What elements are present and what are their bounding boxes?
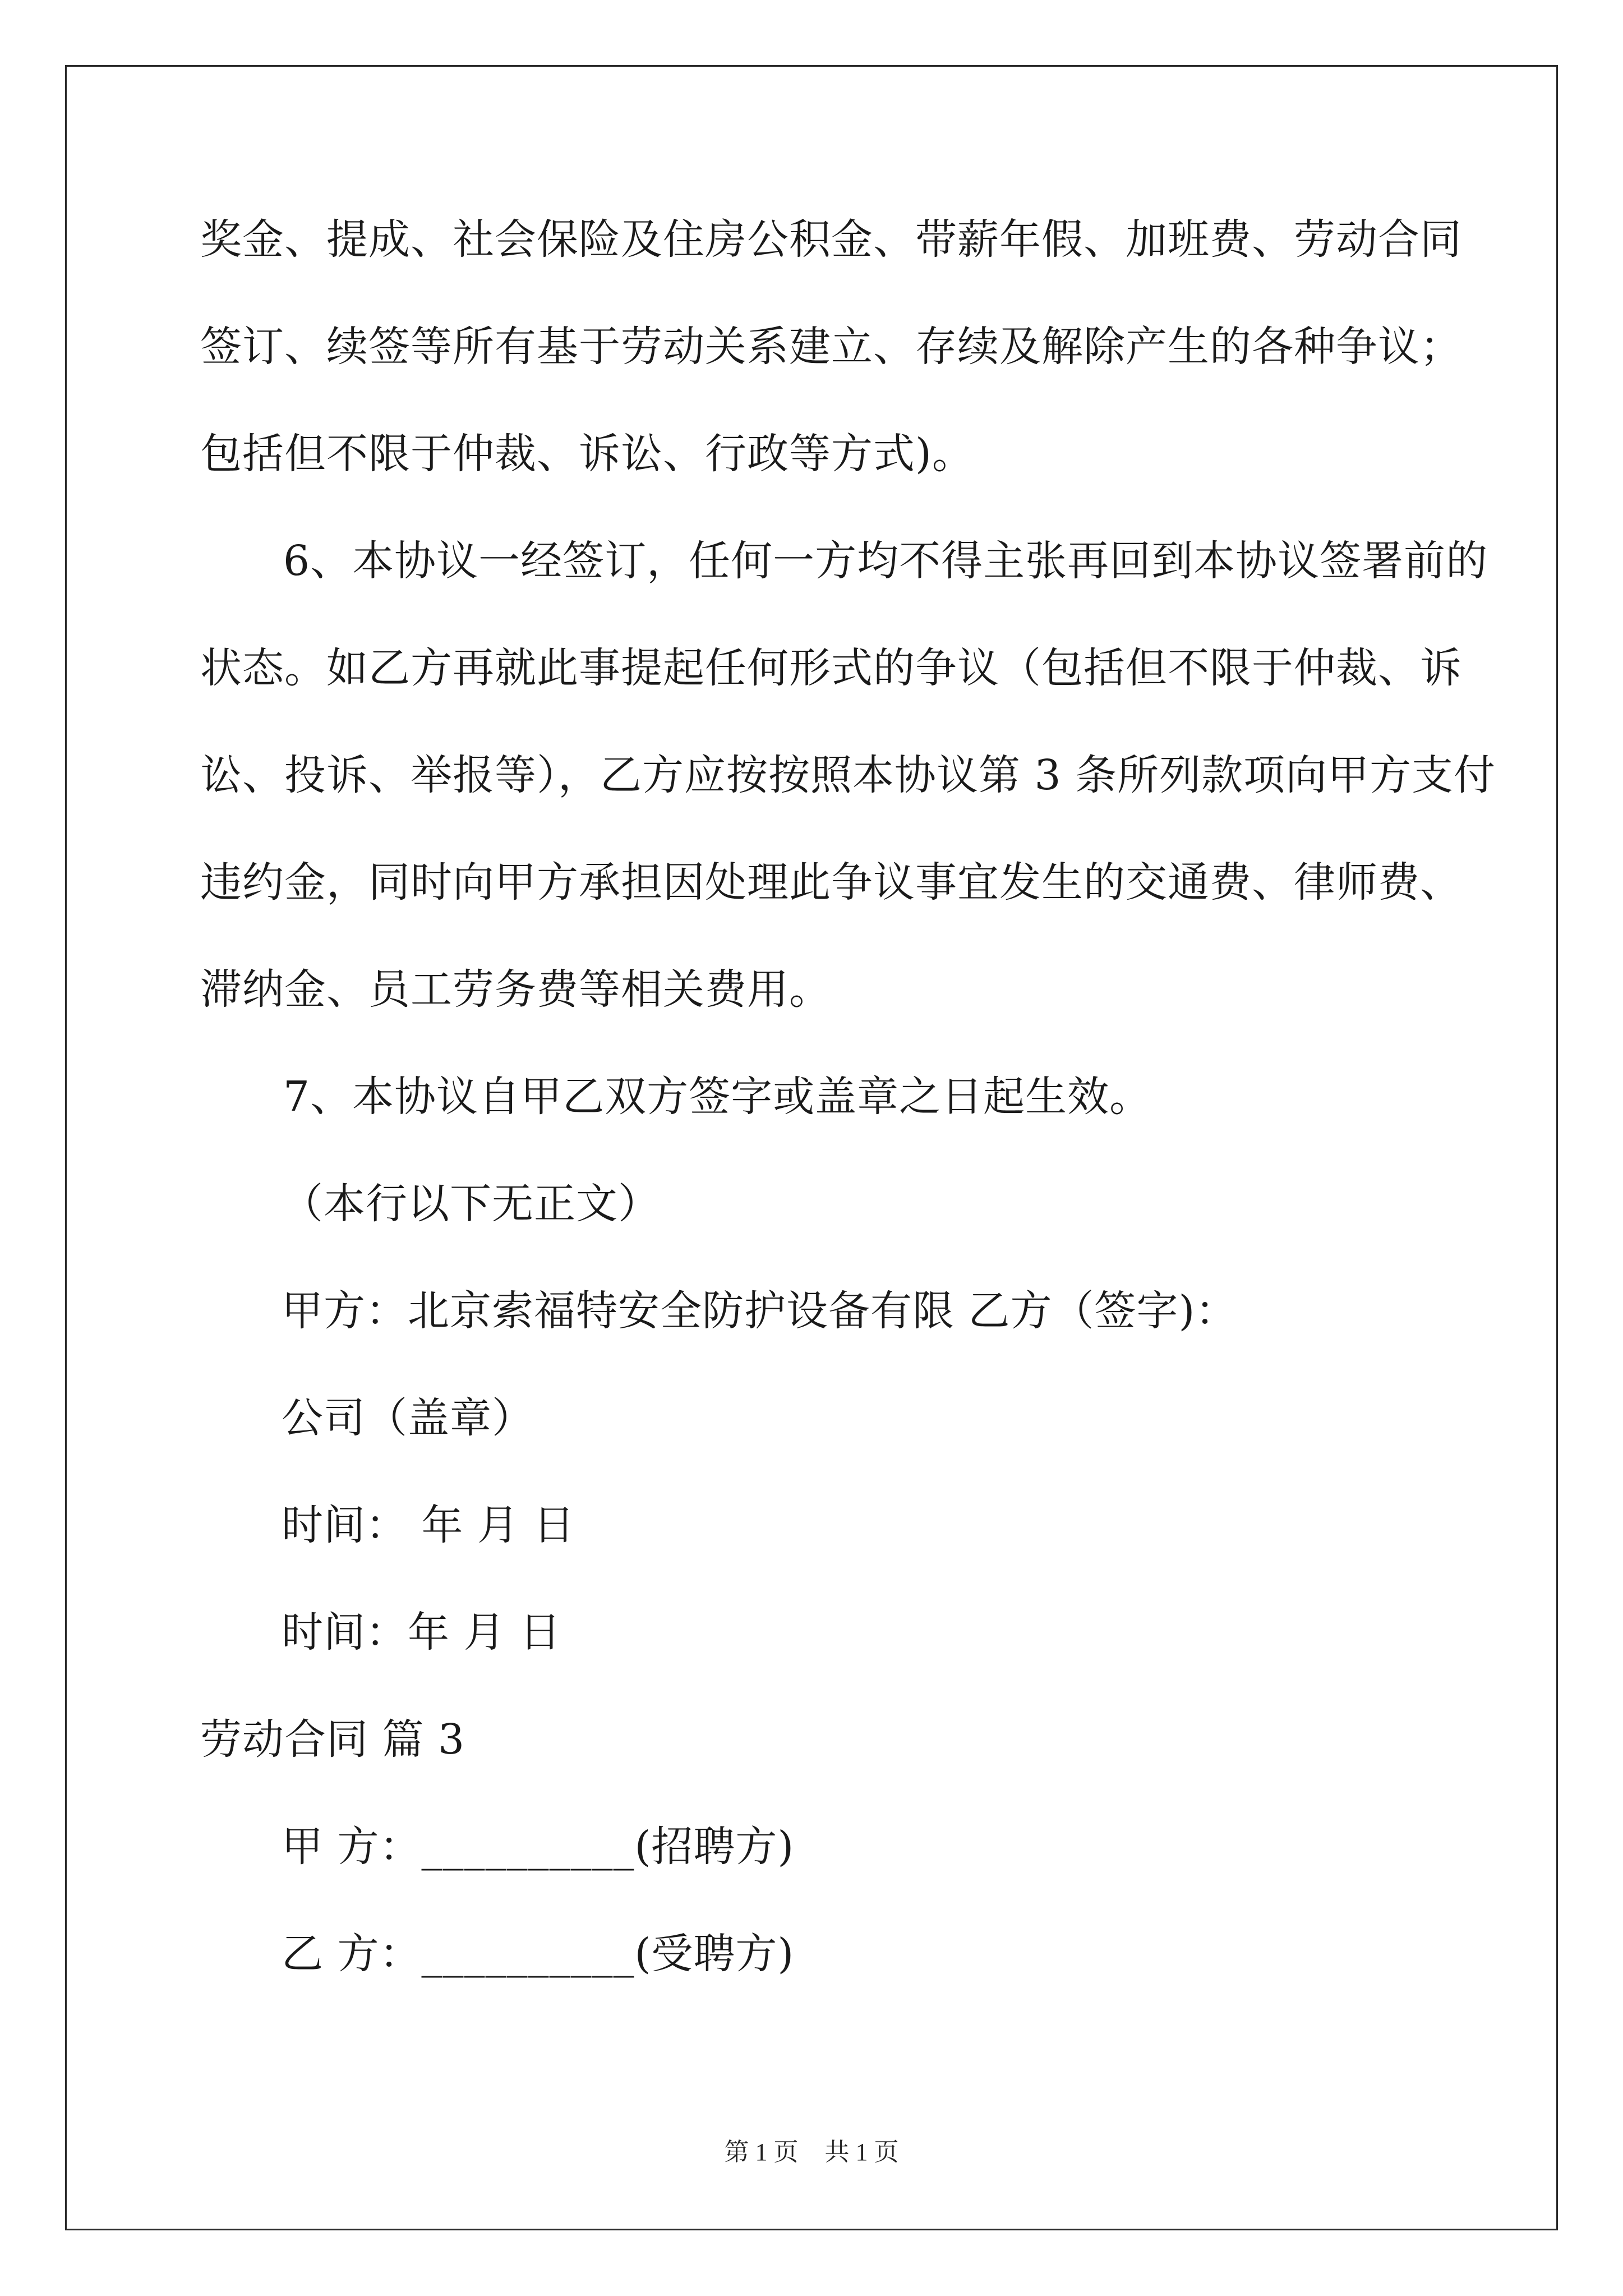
text-line: 包括但不限于仲裁、诉讼、行政等方式)。 [200,430,974,478]
party-a-signature-line: 甲方：北京索福特安全防护设备有限 乙方（签字)： [282,1287,1238,1335]
text-line: 违约金，同时向甲方承担因处理此争议事宜发生的交通费、律师费、 [200,858,1462,907]
page-total: 共 1 页 [824,2138,899,2166]
company-seal-line: 公司（盖章） [282,1394,534,1442]
text-line: 签订、续签等所有基于劳动关系建立、存续及解除产生的各种争议； [200,323,1462,371]
clause-6-start: 6、本协议一经签订，任何一方均不得主张再回到本协议签署前的 [283,537,1488,585]
page-number: 第 1 页 [724,2138,799,2166]
text-line: 奖金、提成、社会保险及住房公积金、带薪年假、加班费、劳动合同 [200,215,1462,264]
text-line: 状态。如乙方再就此事提起任何形式的争议（包括但不限于仲裁、诉 [200,644,1462,692]
party-a-field: 甲 方：__________(招聘方) [282,1823,795,1871]
date-line-a: 时间： 年 月 日 [282,1501,575,1549]
document-body [200,215,1496,2040]
date-line-b: 时间：年 月 日 [282,1608,562,1657]
text-line: 讼、投诉、举报等），乙方应按按照本协议第 3 条所列款项向甲方支付 [200,751,1496,799]
text-line: 滞纳金、员工劳务费等相关费用。 [200,965,831,1014]
page-footer [0,2132,1623,2168]
party-b-field: 乙 方：__________(受聘方) [282,1930,795,1978]
section-heading: 劳动合同 篇 3 [200,1715,465,1764]
clause-7: 7、本协议自甲乙双方签字或盖章之日起生效。 [283,1073,1152,1121]
end-of-text-note: （本行以下无正文） [282,1180,660,1228]
